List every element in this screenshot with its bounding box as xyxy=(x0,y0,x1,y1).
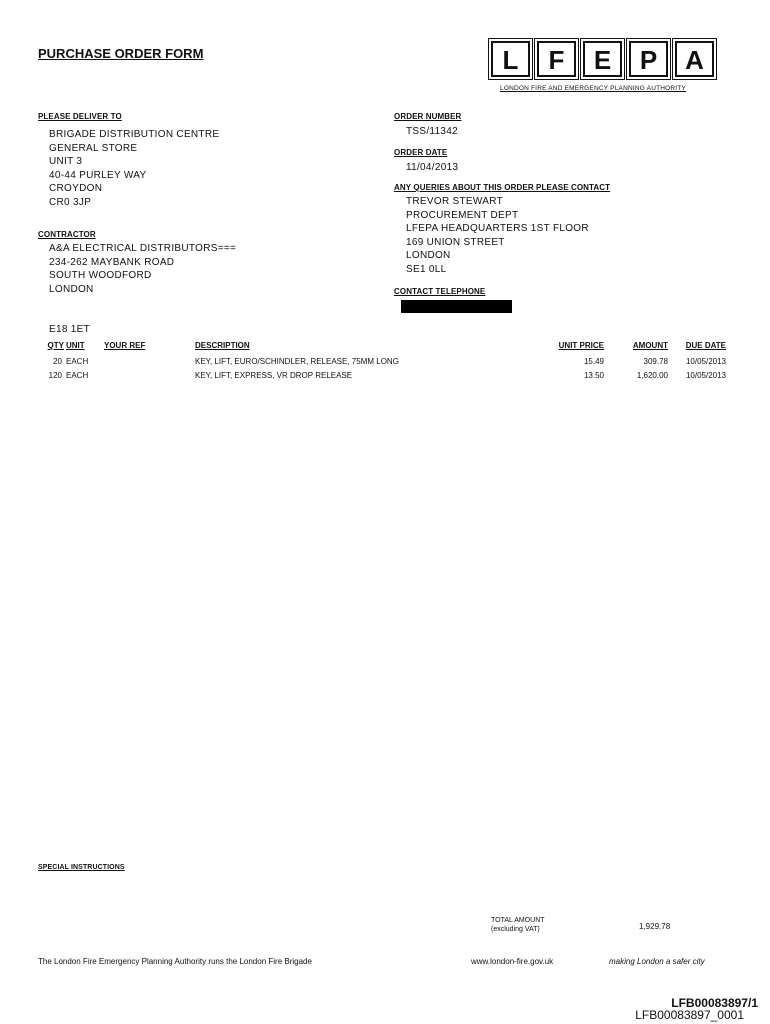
logo-letter-e: E xyxy=(583,41,622,77)
contact-address xyxy=(406,195,589,277)
contractor-address xyxy=(49,242,236,337)
header-unit-price: UNIT PRICE xyxy=(558,341,604,350)
header-your-ref: YOUR REF xyxy=(104,341,146,350)
contractor-line: LONDON xyxy=(49,283,94,295)
deliver-line: 40-44 PURLEY WAY xyxy=(49,169,147,181)
cell-description: KEY, LIFT, EURO/SCHINDLER, RELEASE, 75MM LONG xyxy=(195,357,399,366)
deliver-line: CR0 3JP xyxy=(49,196,92,208)
total-value: 1,929.78 xyxy=(639,922,671,931)
deliver-line: BRIGADE DISTRIBUTION CENTRE xyxy=(49,129,220,140)
table-row xyxy=(40,357,726,371)
deliver-line: GENERAL STORE xyxy=(49,142,138,154)
footer-slogan: making London a safer city xyxy=(609,957,705,966)
contact-telephone-heading: CONTACT TELEPHONE xyxy=(394,287,486,296)
header-qty: QTY xyxy=(47,341,64,350)
cell-your-ref xyxy=(104,371,195,385)
logo-letter-f: F xyxy=(537,41,576,77)
deliver-address xyxy=(49,128,219,210)
logo-letter-l: L xyxy=(491,41,530,77)
cell-unit-price: 15.49 xyxy=(583,357,604,366)
order-date: 11/04/2013 xyxy=(406,162,459,173)
cell-due-date: 10/05/2013 xyxy=(685,357,726,366)
cell-unit: EACH xyxy=(66,357,89,366)
contractor-line xyxy=(49,296,236,323)
contact-line: PROCUREMENT DEPT xyxy=(406,209,519,221)
header-due-date: DUE DATE xyxy=(685,341,726,350)
contact-line: LFEPA HEADQUARTERS 1ST FLOOR xyxy=(406,223,589,235)
footer-left-text: The London Fire Emergency Planning Authority runs the London Fire Brigade xyxy=(38,957,312,966)
logo-letter-p: P xyxy=(629,41,668,77)
cell-qty: 120 xyxy=(48,371,62,380)
contractor-line: E18 1ET xyxy=(49,324,91,336)
cell-amount: 309.78 xyxy=(643,357,668,366)
contractor-heading: CONTRACTOR xyxy=(38,230,96,239)
contractor-line: SOUTH WOODFORD xyxy=(49,270,152,282)
cell-unit: EACH xyxy=(66,371,89,380)
order-items-table xyxy=(40,341,726,385)
cell-amount: 1,620.00 xyxy=(636,371,668,380)
cell-qty: 20 xyxy=(53,357,62,366)
page-title: PURCHASE ORDER FORM xyxy=(38,46,204,61)
cell-description: KEY, LIFT, EXPRESS, VR DROP RELEASE xyxy=(195,371,353,380)
logo-subtitle: LONDON FIRE AND EMERGENCY PLANNING AUTHORITY xyxy=(500,85,687,92)
queries-heading: ANY QUERIES ABOUT THIS ORDER PLEASE CONTACT xyxy=(394,183,611,192)
special-instructions-heading: SPECIAL INSTRUCTIONS xyxy=(38,864,125,871)
order-number: TSS/11342 xyxy=(406,126,458,137)
cell-unit-price: 13.50 xyxy=(583,371,604,380)
contact-line: SE1 0LL xyxy=(406,263,447,275)
table-header-row xyxy=(40,341,726,357)
footer-website: www.london-fire.gov.uk xyxy=(471,957,554,966)
deliver-line: UNIT 3 xyxy=(49,156,83,168)
cell-your-ref xyxy=(104,357,195,371)
contact-line: LONDON xyxy=(406,250,451,262)
order-number-heading: ORDER NUMBER xyxy=(394,112,462,121)
order-date-heading: ORDER DATE xyxy=(394,148,448,157)
lfepa-logo xyxy=(491,41,721,81)
header-description: DESCRIPTION xyxy=(195,341,250,350)
total-label-line: (excluding VAT) xyxy=(491,926,540,933)
redaction-block xyxy=(401,300,512,313)
logo-letter-a: A xyxy=(675,41,714,77)
bates-number: LFB00083897/1 xyxy=(671,996,758,1010)
header-unit: UNIT xyxy=(66,341,85,350)
contact-line: TREVOR STEWART xyxy=(406,196,503,207)
header-amount: AMOUNT xyxy=(632,341,668,350)
contractor-line: A&A ELECTRICAL DISTRIBUTORS=== xyxy=(49,243,237,254)
total-label xyxy=(491,916,545,934)
deliver-line: CROYDON xyxy=(49,183,103,195)
bates-number-secondary: LFB00083897_0001 xyxy=(635,1008,744,1022)
deliver-heading: PLEASE DELIVER TO xyxy=(38,112,122,121)
table-row xyxy=(40,371,726,385)
total-label-line: TOTAL AMOUNT xyxy=(491,917,545,924)
contact-line: 169 UNION STREET xyxy=(406,236,505,248)
cell-due-date: 10/05/2013 xyxy=(685,371,726,380)
contractor-line: 234-262 MAYBANK ROAD xyxy=(49,256,175,268)
